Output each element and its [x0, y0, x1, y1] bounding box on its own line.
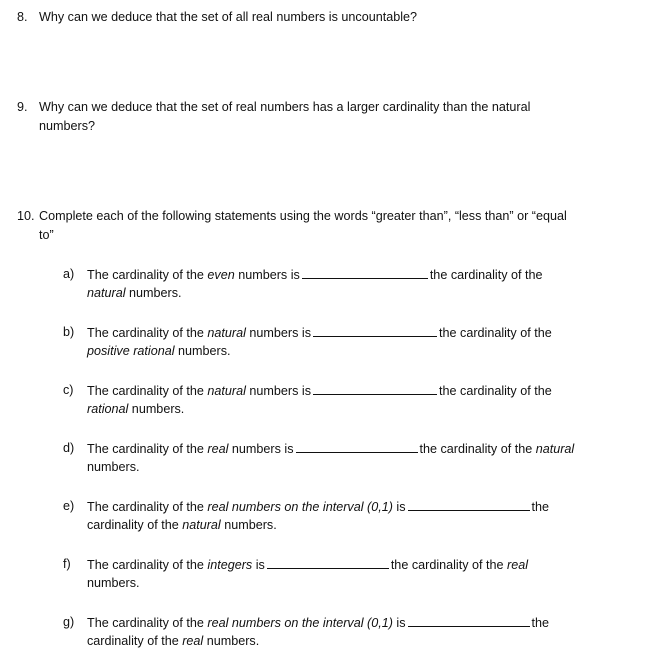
statement-line2	[87, 458, 140, 477]
emphasis: natural	[87, 286, 126, 300]
emphasis: real numbers on the interval (0,1)	[207, 500, 393, 514]
answer-blank[interactable]	[267, 555, 389, 569]
statement-line1	[87, 613, 549, 633]
text: cardinality of the	[87, 518, 183, 532]
emphasis: even	[207, 268, 235, 282]
question-text-line1: Why can we deduce that the set of real numbers has a larger cardinality than the natural	[39, 100, 531, 114]
question-text-line1: Complete each of the following statements using the words “greater than”, “less than” or “equal	[39, 209, 567, 223]
answer-blank[interactable]	[408, 497, 530, 511]
text: The cardinality of the	[87, 616, 208, 630]
question-text-line2: numbers?	[39, 119, 96, 133]
text: the cardinality of the	[439, 384, 552, 398]
text: is	[252, 558, 265, 572]
emphasis: real	[207, 442, 229, 456]
item-label: b)	[63, 325, 75, 339]
question-number: 8.	[17, 10, 28, 24]
text: the cardinality of the	[439, 326, 552, 340]
text: cardinality of the	[87, 634, 183, 648]
text: The cardinality of the	[87, 384, 208, 398]
item-label: a)	[63, 267, 75, 281]
text: numbers is	[234, 268, 300, 282]
question-text: Why can we deduce that the set of all real numbers is uncountable?	[39, 10, 418, 24]
statement-line2	[87, 632, 259, 651]
question-number: 9.	[17, 100, 28, 114]
statement-line1	[87, 555, 528, 575]
statement-line1	[87, 439, 574, 459]
item-label: g)	[63, 615, 75, 629]
statement-line1	[87, 323, 552, 343]
text: numbers.	[174, 344, 231, 358]
item-label: f)	[63, 557, 71, 571]
text: The cardinality of the	[87, 326, 208, 340]
text: is	[392, 500, 406, 514]
text: the cardinality of the	[429, 268, 543, 282]
statement-line2	[87, 400, 184, 419]
answer-blank[interactable]	[296, 439, 418, 453]
statement-line2	[87, 342, 231, 361]
answer-blank[interactable]	[302, 265, 428, 279]
statement-line1	[87, 381, 552, 401]
emphasis: natural	[207, 384, 246, 398]
text: The cardinality of the	[87, 268, 208, 282]
emphasis: natural	[207, 326, 246, 340]
text: is	[392, 616, 406, 630]
question-number: 10.	[17, 209, 35, 223]
text: numbers.	[125, 286, 182, 300]
emphasis: positive rational	[87, 344, 175, 358]
text: the cardinality of the	[390, 558, 508, 572]
emphasis: real	[182, 634, 204, 648]
statement-line2	[87, 516, 277, 535]
text: The cardinality of the	[87, 558, 208, 572]
answer-blank[interactable]	[408, 613, 530, 627]
text: numbers.	[87, 576, 140, 590]
statement-line2	[87, 284, 182, 303]
question-text-line2: to”	[39, 228, 54, 242]
text: numbers is	[245, 326, 312, 340]
emphasis: integers	[207, 558, 253, 572]
item-label: c)	[63, 383, 74, 397]
emphasis: natural	[182, 518, 221, 532]
text: numbers.	[87, 460, 140, 474]
text: the cardinality of the	[419, 442, 536, 456]
item-label: e)	[63, 499, 75, 513]
statement-line1	[87, 497, 549, 517]
item-label: d)	[63, 441, 75, 455]
statement-line1	[87, 265, 543, 285]
answer-blank[interactable]	[313, 323, 437, 337]
emphasis: real numbers on the interval (0,1)	[207, 616, 393, 630]
text: The cardinality of the	[87, 500, 208, 514]
text: numbers is	[228, 442, 294, 456]
emphasis: natural	[535, 442, 575, 456]
text: numbers.	[203, 634, 260, 648]
answer-blank[interactable]	[313, 381, 437, 395]
text: the	[531, 500, 550, 514]
statement-line2	[87, 574, 140, 593]
text: The cardinality of the	[87, 442, 208, 456]
emphasis: real	[507, 558, 529, 572]
text: numbers.	[128, 402, 185, 416]
text: numbers is	[245, 384, 312, 398]
text: the	[531, 616, 550, 630]
text: numbers.	[220, 518, 277, 532]
emphasis: rational	[87, 402, 129, 416]
